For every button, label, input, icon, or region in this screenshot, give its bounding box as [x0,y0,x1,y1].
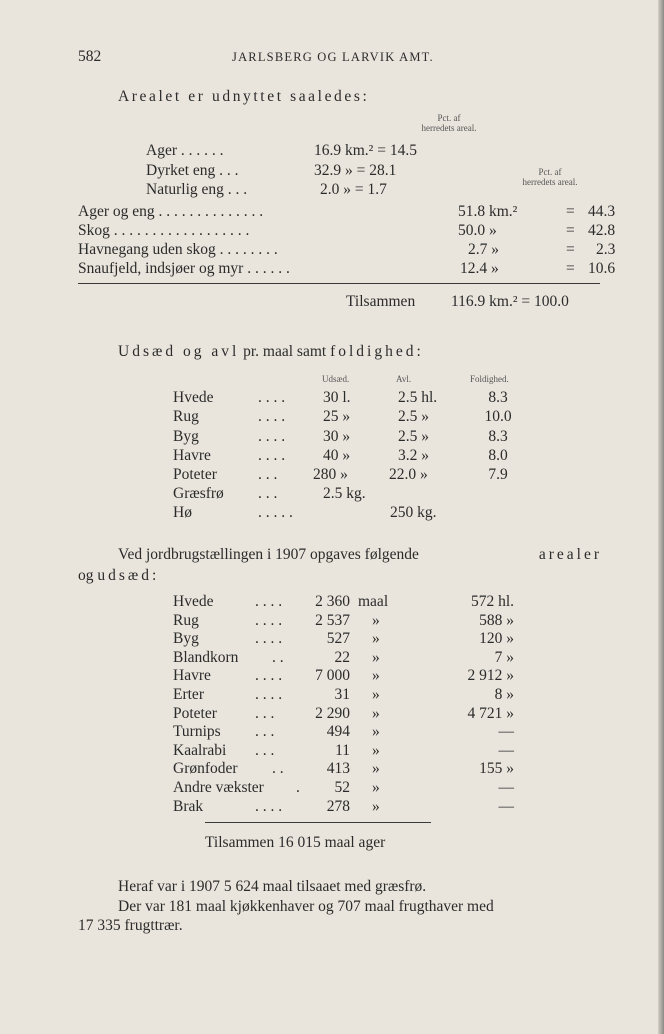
census-unit: » [372,704,380,722]
census-area: 527 [326,630,350,648]
census-crop-label: Andre vækster [173,779,264,796]
area-row-snaufjeld: Snaufjeld, indsjøer og myr . . . . . . [78,260,290,277]
census-area: 413 [326,760,350,778]
census-intro-line1: Ved jordbrugstællingen i 1907 opgaves følgende arealer [118,546,602,563]
seed-dots: . . . . [258,447,286,464]
pct-column-header-2: Pct. af herredets areal. [522,167,578,187]
census-dots: . . . . [255,611,283,629]
area-pct-skog: 42.8 [588,222,616,239]
census-area: 11 [335,741,350,759]
census-crop-label: Rug [173,611,199,629]
census-dots: . . [272,760,284,778]
census-seed: 120 » [479,630,514,648]
census-unit: » [372,723,380,741]
seed-amount: 30 l. [323,389,351,406]
area-row-skog: Skog . . . . . . . . . . . . . . . . . . [78,222,250,239]
seed-dots: . . . . . [258,504,293,521]
census-crop-label: Kaalrabi [173,741,227,759]
seed-dots: . . . . [258,408,286,425]
census-crop-label: Byg [173,630,199,648]
area-row-ager: Ager . . . . . . [146,142,224,159]
seed-amount: 2.5 kg. [323,485,366,502]
census-seed: — [498,779,514,796]
census-area: 2 290 [315,704,350,722]
seed-yield: 22.0 » [389,466,428,483]
seed-crop-label: Hø [173,504,192,521]
running-title: JARLSBERG OG LARVIK AMT. [232,50,434,64]
seed-yield: 2.5 hl. [398,389,438,406]
area-eq: = [566,222,575,239]
seed-crop-label: Poteter [173,466,217,483]
census-dots: . . . [255,704,275,722]
area-eq: = [566,203,575,220]
census-dots: . . . . [255,630,283,648]
census-crop-label: Hvede [173,593,214,610]
census-crop-label: Erter [173,686,204,703]
seed-crop-label: Havre [173,447,211,464]
divider [205,822,431,823]
census-area: 52 [334,779,350,796]
census-crop-label: Havre [173,667,211,685]
census-area: 22 [334,648,350,666]
area-eq: = [566,260,575,277]
seed-amount: 40 » [323,447,351,464]
census-seed: — [498,723,514,741]
area-row-ager-og-eng: Ager og eng . . . . . . . . . . . . . . [78,203,264,220]
page-number: 582 [78,48,102,65]
area-value-dyrket-eng: 32.9 » = 28.1 [314,162,397,179]
census-seed: — [498,741,514,759]
census-seed: 572 hl. [470,593,514,610]
census-unit: » [372,648,380,666]
seed-foldighed: 8.0 [488,447,508,464]
area-row-dyrket-eng: Dyrket eng . . . [146,162,239,179]
census-dots: . . . . [255,593,283,610]
census-crop-label: Blandkorn [173,648,239,666]
area-total-label: Tilsammen [346,293,416,310]
census-crop-label: Poteter [173,704,217,722]
area-km-havnegang: 2.7 » [468,241,499,258]
area-eq: = [566,241,575,258]
census-unit: » [372,797,380,815]
seed-yield: 2.5 » [398,428,429,445]
seed-dots: . . . [258,466,278,483]
seed-foldighed: 10.0 [484,408,512,425]
census-area: 2 360 [315,593,350,610]
seed-heading: Udsæd og avl pr. maal samt foldighed: [118,343,424,360]
area-row-havnegang: Havnegang uden skog . . . . . . . . [78,241,278,258]
census-area: 31 [334,686,350,703]
page-edge [658,0,664,1034]
divider [78,283,600,284]
census-seed: 8 » [494,686,514,703]
census-area: 278 [326,797,350,815]
seed-yield: 250 kg. [390,504,437,521]
area-value-ager: 16.9 km.² = 14.5 [314,142,417,159]
census-unit: » [372,630,380,648]
census-seed: 155 » [479,760,514,778]
census-area: 7 000 [315,667,350,685]
area-total-value: 116.9 km.² = 100.0 [451,293,569,310]
seed-foldighed: 8.3 [488,389,508,406]
census-dots: . . . . [255,667,283,685]
seed-amount: 30 » [323,428,351,445]
seed-dots: . . . [258,485,278,502]
census-crop-label: Turnips [173,723,221,741]
census-area: 494 [326,723,350,741]
census-dots: . . [272,648,284,666]
area-km-snaufjeld: 12.4 » [460,260,499,277]
census-crop-label: Grønfoder [173,760,238,778]
footer-line-3: 17 335 frugttrær. [78,917,183,934]
seed-amount: 25 » [323,408,351,425]
census-unit: » [372,741,380,759]
seed-crop-label: Byg [173,428,199,445]
census-unit: » [372,667,380,685]
area-pct-havnegang: 2.3 [596,241,616,258]
seed-col-avl: Avl. [396,374,412,384]
footer-line-2: Der var 181 maal kjøkkenhaver og 707 maal frugthaver med [118,898,494,915]
area-pct-ager-og-eng: 44.3 [588,203,616,220]
area-km-skog: 50.0 » [458,222,497,239]
census-total: Tilsammen 16 015 maal ager [205,834,386,851]
seed-foldighed: 8.3 [488,428,508,445]
census-dots: . [296,779,300,796]
census-dots: . . . . [255,797,283,815]
seed-dots: . . . . [258,428,286,445]
census-unit: » [372,760,380,778]
census-unit: » [372,611,380,629]
seed-crop-label: Hvede [173,389,214,406]
area-row-naturlig-eng: Naturlig eng . . . [146,181,248,198]
census-unit: » [372,686,380,703]
seed-dots: . . . . [258,389,286,406]
seed-yield: 3.2 » [398,447,429,464]
census-seed: 588 » [479,611,514,629]
census-unit: » [372,779,380,796]
seed-col-foldighed: Foldighed. [470,374,509,384]
census-dots: . . . . [255,686,283,703]
census-crop-label: Brak [173,797,204,815]
footer-line-1: Heraf var i 1907 5 624 maal tilsaaet med græsfrø. [118,878,427,895]
area-km-ager-og-eng: 51.8 km.² [458,203,518,220]
census-dots: . . . [255,723,275,741]
census-area: 2 537 [315,611,350,629]
census-seed: 7 » [494,648,514,666]
seed-foldighed: 7.9 [488,466,508,483]
census-unit: maal [358,593,389,610]
seed-amount: 280 » [313,466,348,483]
census-seed: 2 912 » [467,667,514,685]
area-pct-snaufjeld: 10.6 [588,260,616,277]
area-heading: Arealet er udnyttet saaledes: [118,88,370,105]
census-intro-line2: og udsæd: [78,567,160,584]
census-dots: . . . [255,741,275,759]
seed-col-udsaed: Udsæd. [322,374,350,384]
pct-column-header-1: Pct. af herredets areal. [421,113,477,133]
census-seed: — [498,797,514,815]
area-value-naturlig-eng: 2.0 » = 1.7 [320,181,387,198]
seed-crop-label: Rug [173,408,199,425]
census-seed: 4 721 » [467,704,514,722]
seed-yield: 2.5 » [398,408,429,425]
seed-crop-label: Græsfrø [173,485,224,502]
